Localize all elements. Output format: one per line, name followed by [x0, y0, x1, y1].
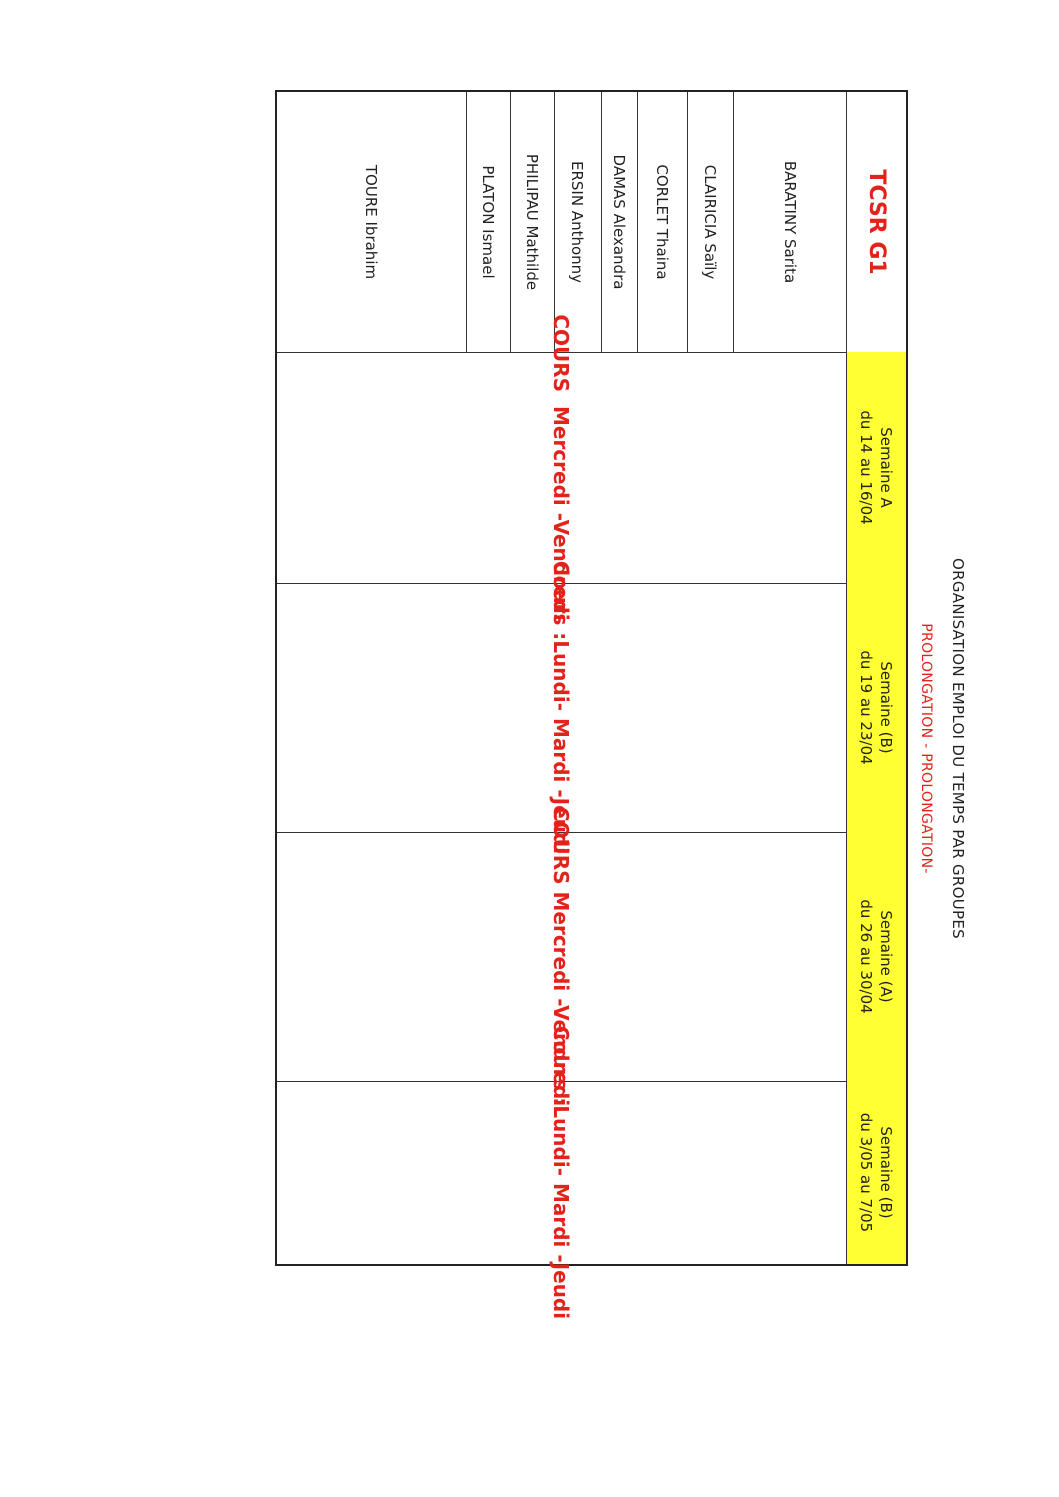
week-column: [277, 560, 906, 855]
student-row: [510, 92, 555, 352]
week-dates: du 14 au 16/04: [857, 410, 876, 525]
student-name: ERSIN Anthonny: [568, 160, 587, 284]
week-label: Semaine A: [877, 427, 896, 508]
student-name: CLAIRICIA Saïly: [701, 164, 719, 280]
student-row: [601, 92, 638, 352]
week-schedule-cell: [277, 314, 846, 621]
week-label: Semaine (A): [877, 910, 896, 1003]
schedule-text: COURS Mercredi -Vendredi: [549, 806, 574, 1107]
student-row: [734, 92, 846, 352]
week-column: [277, 314, 906, 621]
student-row: [276, 92, 467, 352]
group-header: [846, 92, 906, 352]
week-dates: du 26 au 30/04: [857, 899, 876, 1014]
week-dates: du 3/05 au 7/05: [857, 1112, 876, 1233]
timetable-grid: [275, 90, 908, 1320]
week-label: Semaine (B): [877, 1126, 896, 1219]
schedule-text: Cours :Lundi- Mardi -Jeudi: [549, 560, 574, 855]
student-row: [637, 92, 688, 352]
week-dates: du 19 au 23/04: [857, 650, 876, 765]
student-list: [277, 92, 846, 352]
page-subtitle: PROLONGATION - PROLONGATION-: [918, 623, 934, 874]
student-name: DAMAS Alexandra: [610, 154, 628, 290]
schedule-text: COURS Mercredi -Vendredi: [549, 314, 574, 621]
week-header: [846, 583, 906, 832]
week-schedule-cell: [277, 560, 846, 855]
student-name: CORLET Thaina: [653, 164, 671, 280]
week-header: [846, 352, 906, 583]
week-header: [846, 1081, 906, 1264]
week-schedule-cell: [277, 1025, 846, 1320]
group-column: [277, 92, 906, 353]
student-row: [687, 92, 734, 352]
student-name: PLATON Ismael: [479, 165, 497, 279]
student-row: [466, 92, 511, 352]
week-label: Semaine (B): [877, 661, 896, 754]
student-name: TOURE Ibrahim: [362, 164, 380, 280]
schedule-text: Cours :Lundi- Mardi -Jeudi: [549, 1025, 574, 1320]
group-title: TCSR G1: [864, 169, 889, 275]
page-title: ORGANISATION EMPLOI DU TEMPS PAR GROUPES: [949, 558, 967, 939]
week-header: [846, 832, 906, 1081]
week-column: [277, 1025, 906, 1320]
student-name: BARATINY Sarita: [781, 160, 799, 284]
week-column: [277, 806, 906, 1107]
student-row: [554, 92, 602, 352]
student-name: PHILIPAU Mathilde: [523, 153, 541, 291]
